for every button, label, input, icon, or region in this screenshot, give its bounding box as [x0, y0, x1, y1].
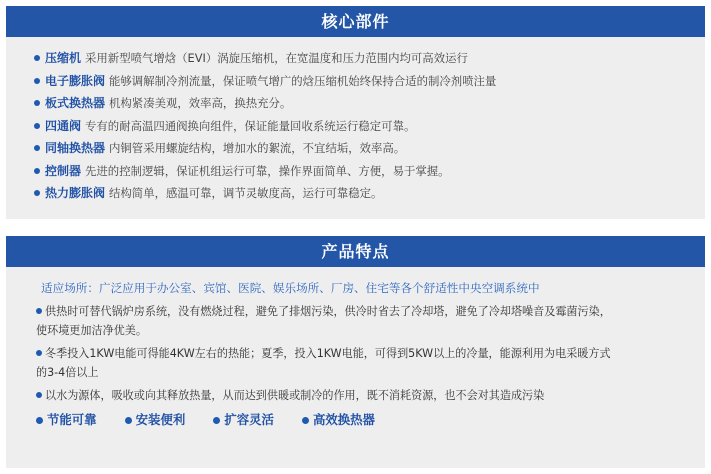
bullet-icon	[34, 55, 40, 61]
bullet-icon	[125, 417, 132, 424]
feature-tags	[36, 409, 705, 428]
bullet-icon	[36, 308, 42, 314]
tag-label: 节能可靠	[47, 412, 97, 427]
list-item	[34, 70, 705, 93]
product-features-panel	[6, 236, 705, 468]
bullet-icon	[34, 100, 40, 106]
bullet-icon	[34, 168, 40, 174]
component-desc: 先进的控制逻辑，保证机组运行可靠，操作界面简单、方便，易于掌握。	[85, 163, 450, 178]
component-name: 热力膨胀阀	[45, 186, 106, 200]
tag-label: 安装便利	[135, 412, 186, 427]
feature-text: 以水为源体，吸收或向其释放热量，从而达到供暖或制冷的作用，既不消耗资源，也不会对其造成污染	[45, 389, 545, 402]
bullet-icon	[34, 78, 40, 84]
feature-paragraph	[36, 302, 705, 321]
bullet-icon	[34, 145, 40, 151]
product-features-title: 产品特点	[6, 236, 705, 267]
bullet-icon	[213, 417, 220, 424]
application-scope: 适应场所：广泛应用于办公室、宾馆、医院、娱乐场所、厂房、住宅等各个舒适性中央空调系统中	[41, 281, 540, 295]
features-body	[6, 296, 705, 405]
tag-label: 扩容灵活	[224, 412, 274, 427]
list-item	[34, 47, 705, 70]
feature-paragraph	[36, 386, 705, 405]
core-components-panel	[6, 6, 705, 219]
component-desc: 内铜管采用螺旋结构，增加水的絮流，不宜结垢，效率高。	[109, 141, 406, 155]
feature-tag	[125, 410, 186, 428]
tag-label: 高效换热器	[312, 412, 375, 427]
bullet-icon	[36, 350, 42, 356]
feature-text: 冬季投入1KW电能可得能4KW左右的热能；夏季，投入1KW电能，可得到5KW以上的冷量，能源利用为电采暖方式	[45, 347, 611, 360]
core-components-title: 核心部件	[6, 6, 705, 37]
list-item	[34, 115, 705, 138]
bullet-icon	[36, 417, 43, 424]
component-name: 四通阀	[45, 118, 82, 133]
component-desc: 能够调解制冷剂流量，保证喷气增广的焓压缩机始终保持合适的制冷剂喷注量	[109, 73, 497, 88]
list-item	[34, 137, 705, 160]
component-name: 电子膨胀阀	[45, 73, 106, 88]
feature-paragraph	[36, 344, 705, 363]
component-name: 同轴换热器	[45, 141, 106, 155]
bullet-icon	[34, 190, 40, 196]
list-item	[34, 182, 705, 205]
feature-tag	[213, 410, 274, 428]
core-components-list	[6, 37, 705, 205]
feature-paragraph-cont: 的3-4倍以上	[36, 366, 99, 379]
bullet-icon	[34, 123, 40, 129]
component-name: 压缩机	[45, 51, 82, 65]
bullet-icon	[36, 392, 42, 398]
feature-tag	[302, 410, 375, 428]
feature-text: 供热时可替代锅炉房系统，没有燃烧过程，避免了排烟污染，供冷时省去了冷却塔，避免了冷却塔噪音及霉菌污染，	[45, 305, 611, 318]
component-name: 控制器	[45, 163, 82, 178]
component-desc: 结构简单，感温可靠，调节灵敏度高，运行可靠稳定。	[109, 186, 383, 200]
component-name: 板式换热器	[45, 96, 106, 110]
component-desc: 采用新型喷气增焓（EVI）涡旋压缩机，在宽温度和压力范围内均可高效运行	[85, 51, 468, 65]
component-desc: 专有的耐高温四通阀换向组件，保证能量回收系统运行稳定可靠。	[85, 118, 416, 133]
list-item	[34, 92, 705, 115]
feature-paragraph-cont: 使环境更加洁净优美。	[36, 324, 147, 337]
feature-tag	[36, 410, 97, 428]
component-desc: 机构紧凑美观，效率高，换热充分。	[109, 96, 292, 110]
list-item	[34, 160, 705, 183]
bullet-icon	[302, 417, 309, 424]
